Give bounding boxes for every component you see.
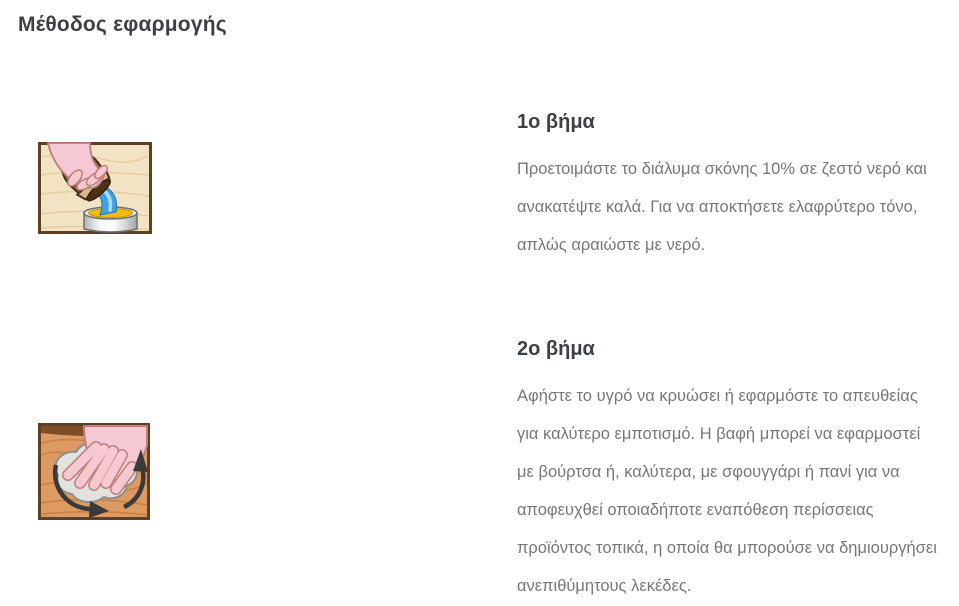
step-1-row <box>18 111 959 264</box>
step-1-heading: 1ο βήμα <box>517 111 595 133</box>
step-2-row <box>18 338 959 605</box>
wiping-cloth-illustration <box>38 423 150 520</box>
step-1-body: Προετοιμάστε το διάλυμα σκόνης 10% σε ζεστό νερό και ανακατέψτε καλά. Για να αποκτήσετε ελαφρύτερο τόνο, απλώς αραιώστε με νερό. <box>517 160 927 254</box>
pouring-dye-illustration <box>38 142 152 234</box>
step-2-figure <box>18 423 517 520</box>
page-title: Μέθοδος εφαρμογής <box>18 13 227 36</box>
application-method-section <box>18 13 959 605</box>
step-2-text <box>517 338 941 605</box>
step-2-body: Αφήστε το υγρό να κρυώσει ή εφαρμόστε το απευθείας για καλύτερο εμποτισμό. Η βαφή μπορεί να εφαρμοστεί με βούρτσα ή, καλύτερα, με σφουγγάρι ή πανί για να αποφευχθεί οποιαδήποτε εναπόθεση περίσσειας προϊόντος τοπικά, η οποία θα μπορούσε να δημιουργήσει ανεπιθύμητους λεκέδες. <box>517 387 937 595</box>
step-2-heading: 2ο βήμα <box>517 338 595 360</box>
step-1-text <box>517 111 941 264</box>
step-1-figure <box>18 142 517 234</box>
